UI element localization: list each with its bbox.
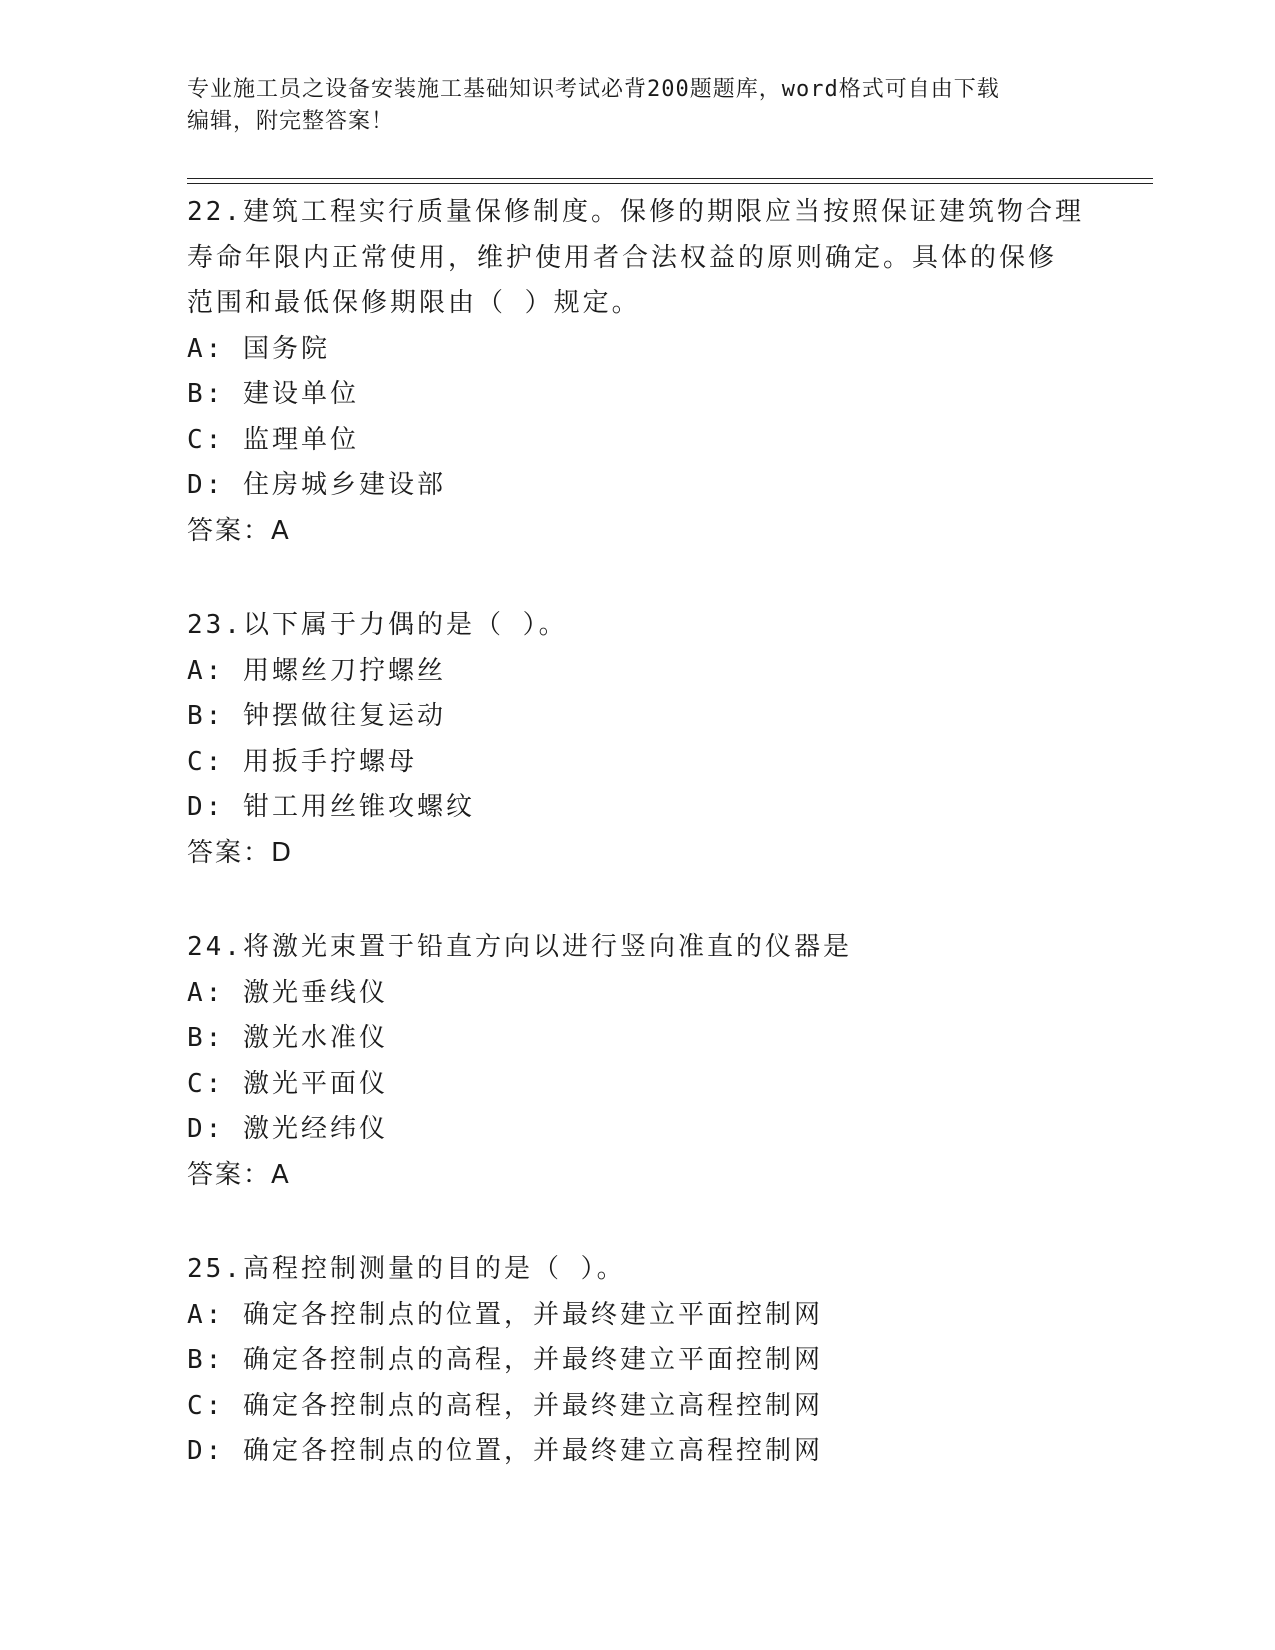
question-stem-line: 23.以下属于力偶的是（ ）。 [187, 610, 568, 640]
option-d: D: 住房城乡建设部 [187, 470, 446, 500]
question-stem-line: 范围和最低保修期限由（ ）规定。 [187, 288, 641, 318]
option-a: A: 确定各控制点的位置，并最终建立平面控制网 [187, 1299, 823, 1330]
question-22 [187, 190, 1087, 554]
question-stem [187, 190, 1087, 327]
answer: 答案：A [187, 515, 291, 546]
question-stem [187, 1247, 1087, 1293]
option-b: B: 激光水准仪 [187, 1023, 388, 1053]
option-b: B: 建设单位 [187, 379, 359, 409]
document-header [187, 74, 1087, 138]
header-divider-bottom [187, 183, 1153, 184]
header-line-1: 专业施工员之设备安装施工基础知识考试必背200题题库，word格式可自由下载 [187, 77, 1000, 102]
question-23 [187, 603, 1087, 876]
option-d: D: 钳工用丝锥攻螺纹 [187, 792, 475, 822]
question-stem-line: 寿命年限内正常使用，维护使用者合法权益的原则确定。具体的保修 [187, 242, 1058, 273]
option-c: C: 用扳手拧螺母 [187, 746, 417, 777]
question-24 [187, 925, 1087, 1198]
option-d: D: 确定各控制点的位置，并最终建立高程控制网 [187, 1436, 823, 1466]
option-b: B: 钟摆做往复运动 [187, 701, 446, 731]
option-a: A: 国务院 [187, 333, 330, 364]
question-stem [187, 925, 1087, 971]
question-25 [187, 1247, 1087, 1475]
option-c: C: 激光平面仪 [187, 1068, 388, 1099]
option-a: A: 用螺丝刀拧螺丝 [187, 655, 446, 686]
question-stem [187, 603, 1087, 649]
option-c: C: 确定各控制点的高程，并最终建立高程控制网 [187, 1390, 823, 1421]
question-stem-line: 25.高程控制测量的目的是（ ）。 [187, 1254, 626, 1284]
header-divider-top [187, 178, 1153, 179]
option-d: D: 激光经纬仪 [187, 1114, 388, 1144]
question-stem-line: 24.将激光束置于铅直方向以进行竖向准直的仪器是 [187, 932, 852, 962]
option-c: C: 监理单位 [187, 424, 359, 455]
question-list [187, 190, 1087, 1524]
answer: 答案：A [187, 1159, 291, 1190]
header-line-2: 编辑，附完整答案！ [187, 109, 395, 134]
option-b: B: 确定各控制点的高程，并最终建立平面控制网 [187, 1345, 823, 1375]
answer: 答案：D [187, 837, 294, 868]
option-a: A: 激光垂线仪 [187, 977, 388, 1008]
question-stem-line: 22.建筑工程实行质量保修制度。保修的期限应当按照保证建筑物合理 [187, 197, 1084, 227]
